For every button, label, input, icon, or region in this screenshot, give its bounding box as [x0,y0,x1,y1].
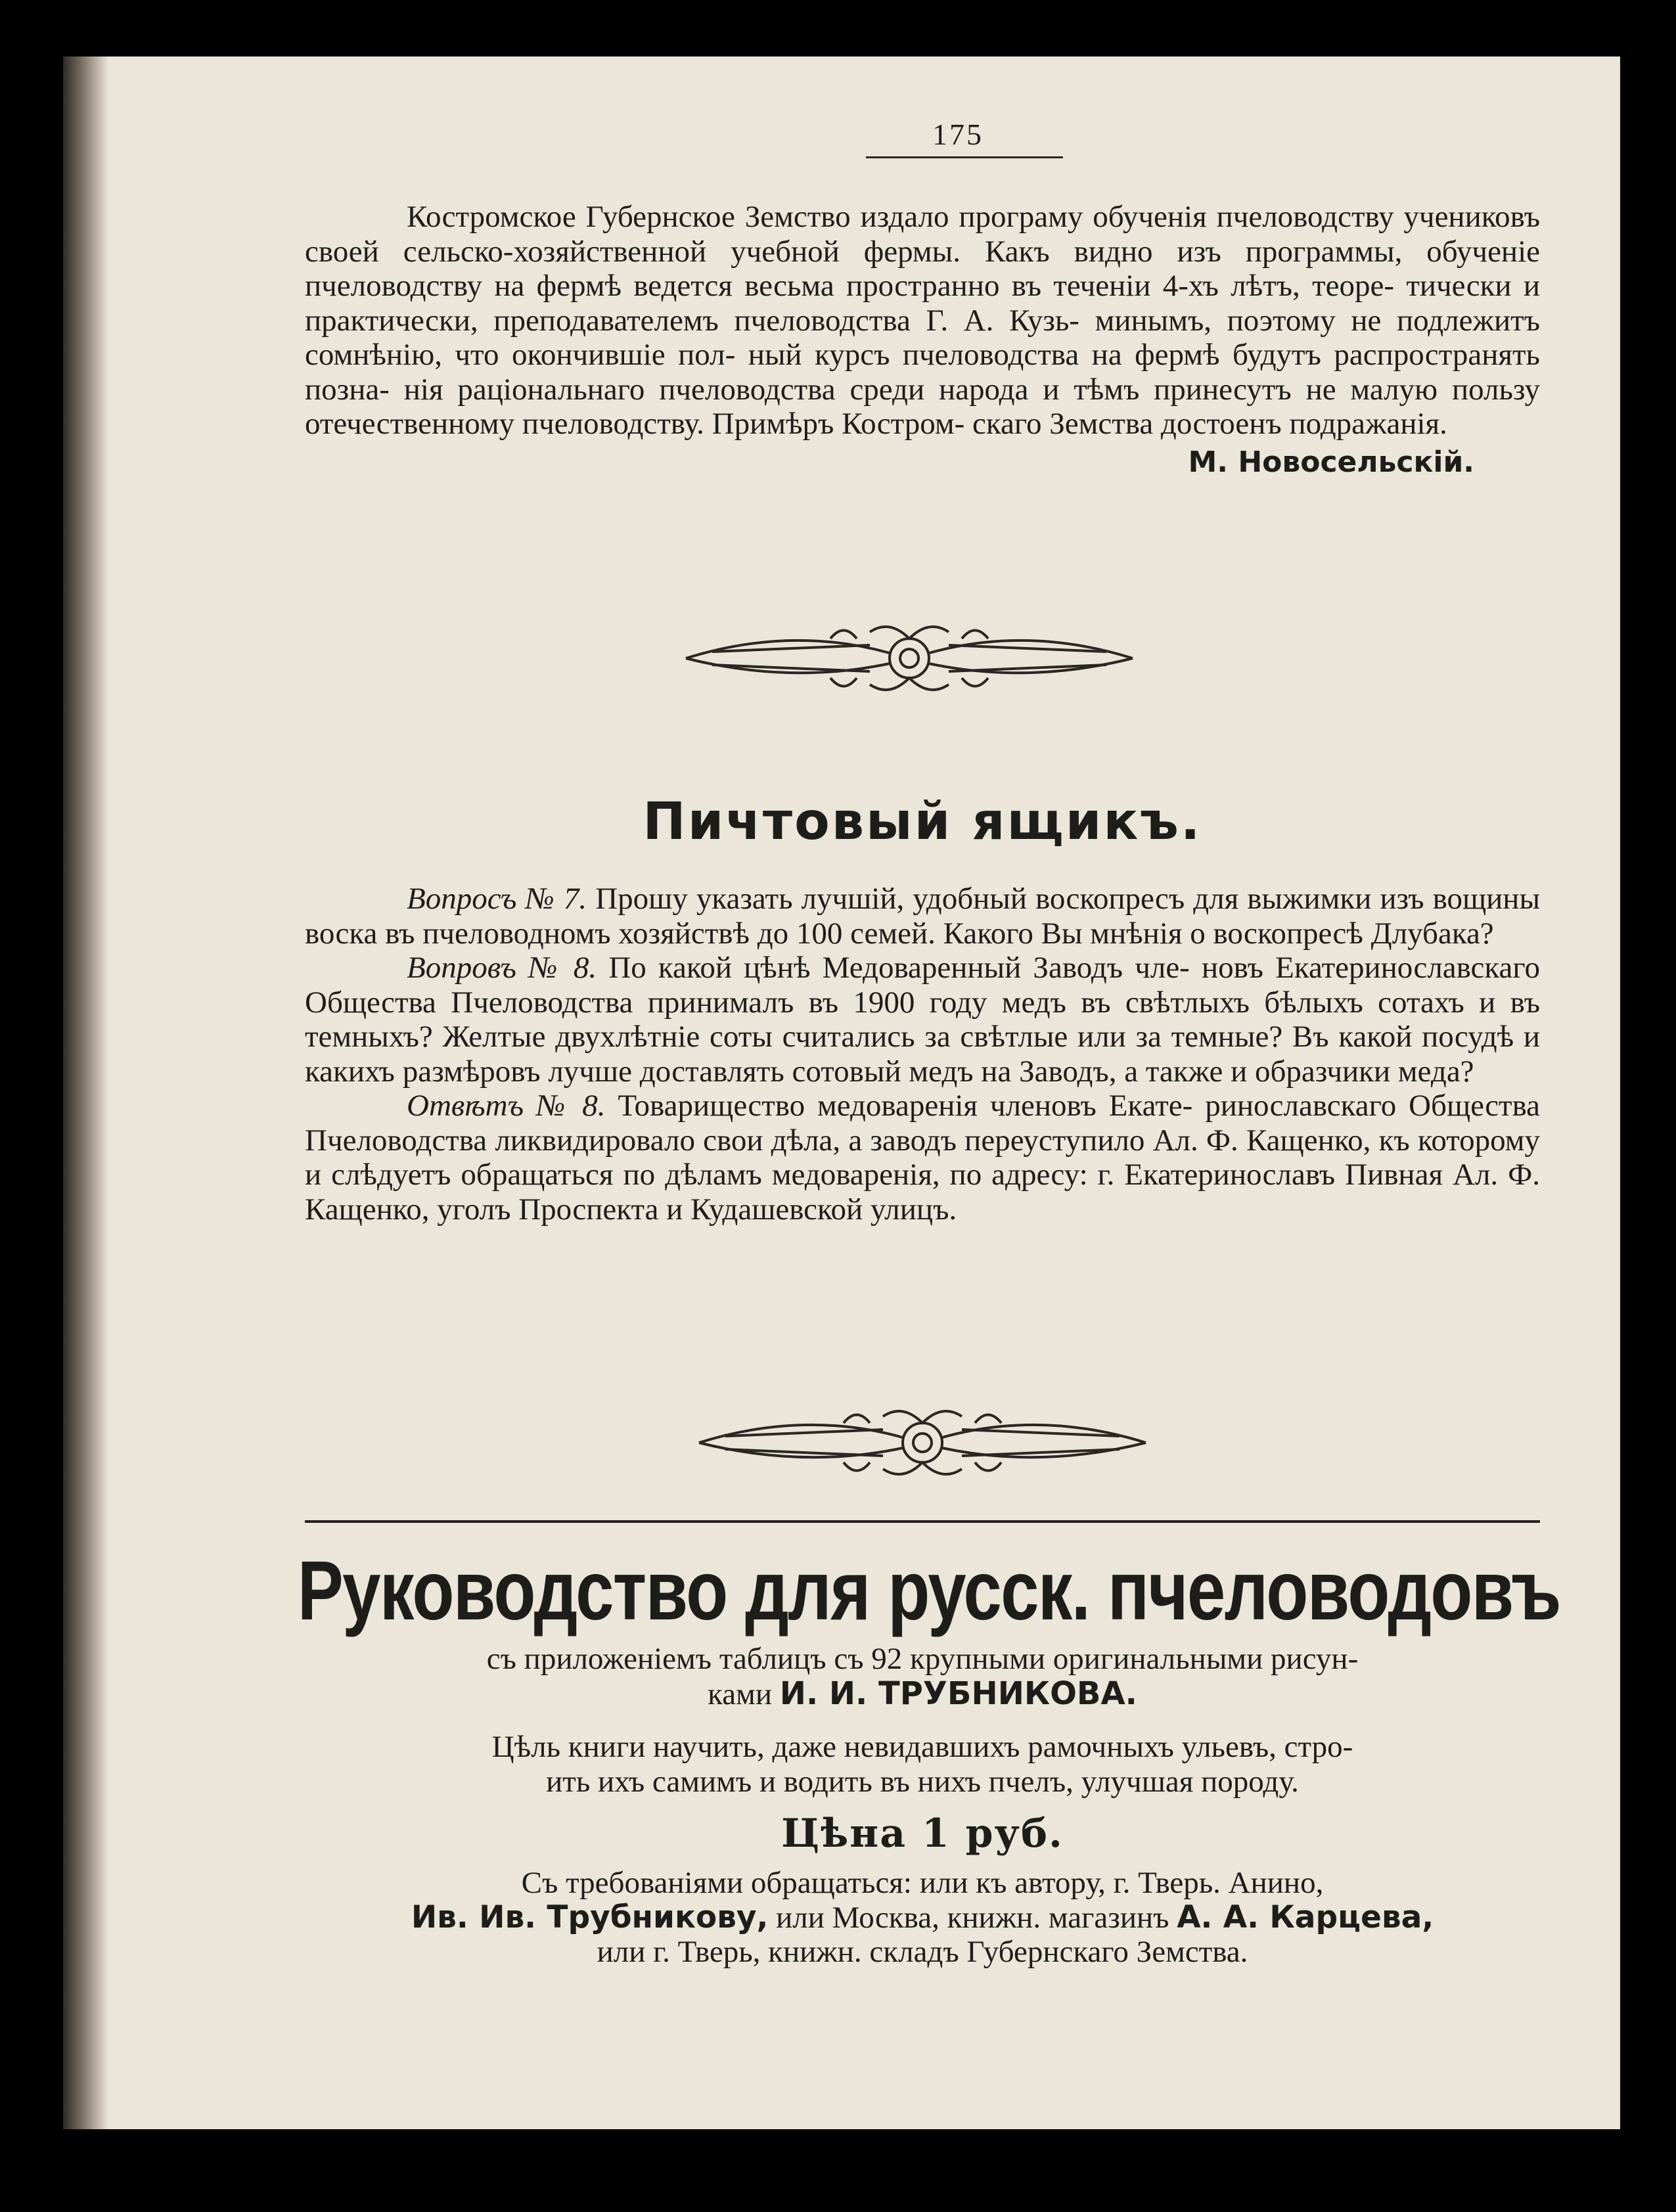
advert-price: Цѣна 1 руб. [781,1811,1064,1857]
advert-divider [305,1520,1540,1523]
question-7: Вопросъ № 7. Прошу указать лучшій, удобный воскопресъ для выжимки изъ вощины воска въ пчеловодномъ хозяйствѣ до 100 семей. Какого Вы мнѣнія о воскопресѣ Длубака? [305,882,1541,951]
text-column [297,56,1560,2129]
contact-name-author: Ив. Ив. Трубникову, [411,1899,769,1935]
book-page [63,56,1620,2129]
decorative-ornament-bottom [686,1397,1159,1482]
advert-contact: Съ требованіями обращаться: или къ автору, г. Тверь. Анино, Ив. Ив. Трубникову, или Москва, книжн. магазинъ А. А. Карцева, или г. Тверь, книжн. складъ Губернскаго Земства. [411,1866,1434,1969]
advert-title: Руководство для русск. пчеловодовъ [297,1544,1560,1638]
mailbox-section [305,882,1540,1227]
question-7-label: Вопросъ № 7. [407,882,587,916]
question-8: Вопровъ № 8. По какой цѣнѣ Медоваренный Заводъ чле- новъ Екатеринославскаго Общества Пчеловодства принималъ въ 1900 году медъ въ свѣтлыхъ бѣлыхъ сотахъ и въ темныхъ? Желтые двухлѣтніе соты считались за свѣтлые или за темные? Въ какой посудѣ и какихъ размѣровъ лучше доставлять сотовый медъ на Заводъ, а также и образчики меда? [305,951,1541,1089]
question-8-label: Вопровъ № 8. [407,951,597,985]
answer-8: Отвѣтъ № 8. Товарищество медоваренія членовъ Екате- ринославскаго Общества Пчеловодства ликвидировало свои дѣла, а заводъ переуступило Ал. Ф. Кащенко, къ которому и слѣдуетъ обращаться по дѣламъ медоваренія, по адресу: г. Екатеринославъ Пивная Ал. Ф. Кащенко, уголъ Проспекта и Кудашевской улицъ. [305,1089,1541,1227]
decorative-ornament-top [673,612,1146,698]
advertisement [297,1543,1560,1970]
page-number-rule [866,156,1063,158]
mailbox-heading: Пичтовый ящикъ. [643,792,1202,851]
page-number: 175 [932,118,984,151]
contact-name-bookshop: А. А. Карцева, [1177,1899,1434,1935]
answer-8-label: Отвѣтъ № 8. [407,1089,606,1123]
advert-purpose: Цѣль книги научить, даже невидавшихъ рамочныхъ ульевъ, стро- ить ихъ самимъ и водить въ нихъ пчелъ, улучшая породу. [491,1730,1353,1799]
advert-subtitle: съ приложеніемъ таблицъ съ 92 крупными оригинальными рисун- ками И. И. ТРУБНИКОВА. [486,1642,1359,1712]
article-paragraph: Костромское Губернское Земство издало програму обученія пчеловодству учениковъ своей сельско-хозяйственной учебной фермы. Какъ видно изъ программы, обученіе пчеловодству на фермѣ ведется весьма пространно въ теченіи 4-хъ лѣтъ, теоре- тически и практически, преподавателемъ пчеловодства Г. А. Кузь- минымъ, поэтому не подлежитъ сомнѣнію, что окончившіе пол- ный курсъ пчеловодства на фермѣ будутъ распространять позна- нія раціональнаго пчеловодства среди народа и тѣмъ принесутъ не малую пользу отечественному пчеловодству. Примѣръ Костром- скаго Земства достоенъ подражанія. [305,200,1541,441]
article [305,200,1540,479]
book-spine-shadow [63,56,109,2129]
advert-author: И. И. ТРУБНИКОВА. [779,1675,1137,1712]
article-signature: М. Новосельскій. [1188,445,1474,479]
